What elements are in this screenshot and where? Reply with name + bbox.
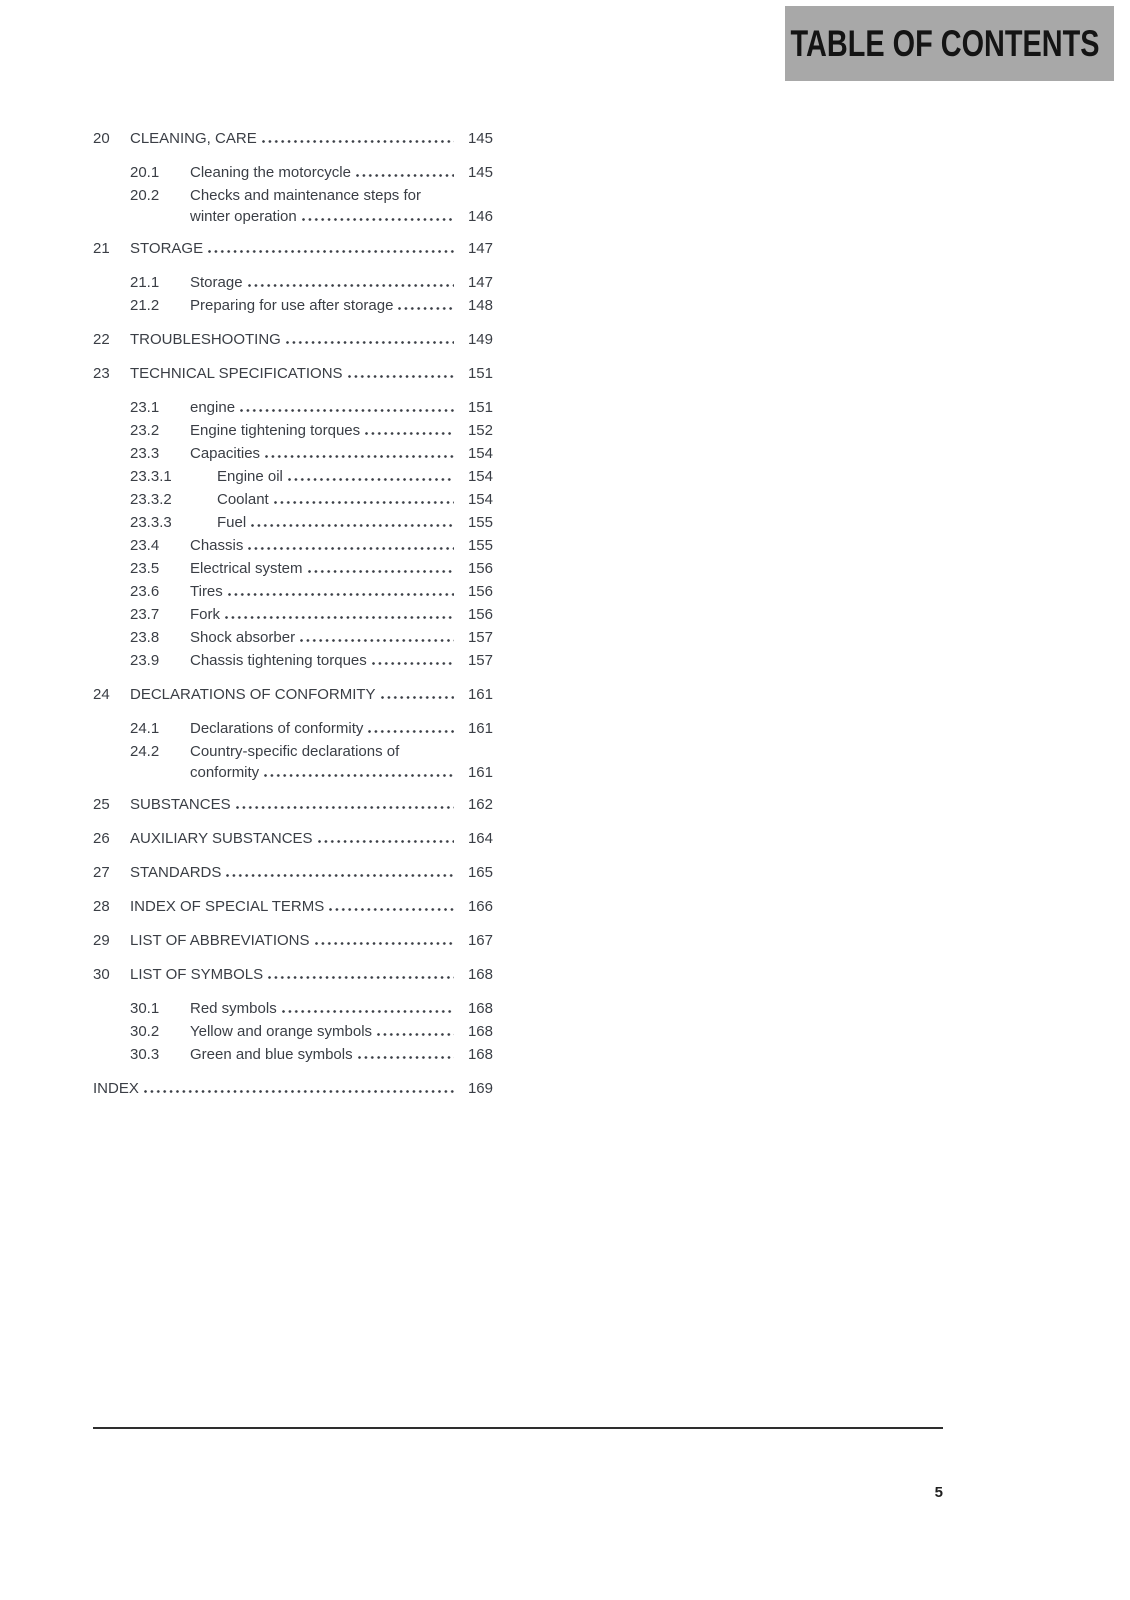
toc-entry-title: Declarations of conformity [190,720,364,737]
toc-entry-line [93,207,493,226]
toc-entry-number: 24.2 [130,743,160,760]
toc-entry-title: Fork [190,606,220,623]
toc-entry-page-number: 168 [467,966,493,983]
toc-entry-line [93,557,493,580]
toc-entry-line [93,793,493,816]
toc-entry-title: LIST OF SYMBOLS [130,966,264,983]
toc-entry-page-number: 164 [467,830,493,847]
toc-entry [93,271,493,294]
toc-entry-number: 23.4 [130,537,160,554]
page-title: TABLE OF CONTENTS [790,22,1099,64]
toc-entry-number: 22 [93,331,110,348]
toc-entry-title: Fuel [217,514,247,531]
toc-entry-line [93,237,493,260]
toc-entry-number: 24 [93,686,110,703]
toc-entry-title: Country-specific declarations of [190,743,400,760]
toc-entry-line [93,362,493,385]
toc-entry-number: 21.1 [130,274,160,291]
toc-entry-title: INDEX OF SPECIAL TERMS [130,898,325,915]
toc-entry [93,1077,493,1100]
toc-entry-page-number: 146 [467,208,493,225]
toc-entry-page-number: 157 [467,652,493,669]
toc-entry-number: 23.9 [130,652,160,669]
toc-entry-title: STANDARDS [130,864,222,881]
toc-entry-number: 23.3 [130,445,160,462]
toc-leader-dots [300,639,454,642]
toc-entry-page-number: 161 [467,686,493,703]
toc-leader-dots [264,774,454,777]
toc-entry-line [93,763,493,782]
toc-leader-dots [251,524,454,527]
toc-leader-dots [248,547,454,550]
toc-entry-number: 23.5 [130,560,160,577]
toc-leader-dots [308,570,454,573]
toc-leader-dots [225,616,454,619]
toc-entry-page-number: 165 [467,864,493,881]
toc-entry-number: 30.2 [130,1023,160,1040]
toc-entry-page-number: 161 [467,764,493,781]
toc-entry [93,793,493,816]
toc-entry [93,442,493,465]
toc-entry-line [93,396,493,419]
toc-entry-title: Red symbols [190,1000,277,1017]
toc-entry-page-number: 147 [467,274,493,291]
toc-entry-line [93,488,493,511]
toc-leader-dots [318,840,454,843]
toc-entry-number: 23.3.3 [130,514,172,531]
toc-entry-line [93,827,493,850]
toc-entry-number: 21 [93,240,110,257]
toc-entry-page-number: 154 [467,491,493,508]
toc-leader-dots [240,409,454,412]
toc-leader-dots [262,140,454,143]
toc-leader-dots [144,1090,454,1093]
toc-entry [93,649,493,672]
toc-entry-number: 23.7 [130,606,160,623]
toc-leader-dots [315,942,455,945]
toc-entry [93,740,493,782]
toc-entry-line [93,419,493,442]
toc-entry-title: Capacities [190,445,261,462]
toc-entry-page-number: 167 [467,932,493,949]
toc-entry [93,603,493,626]
toc-entry-page-number: 157 [467,629,493,646]
toc-entry-line [93,717,493,740]
toc-entry-line [93,895,493,918]
toc-entry-page-number: 151 [467,365,493,382]
toc-entry-page-number: 162 [467,796,493,813]
table-of-contents [93,127,493,1100]
toc-entry-line [93,442,493,465]
toc-entry [93,997,493,1020]
toc-entry-number: 23.3.2 [130,491,172,508]
toc-leader-dots [356,174,454,177]
toc-entry-title: Shock absorber [190,629,296,646]
toc-entry-number: 23.2 [130,422,160,439]
toc-entry-number: 30.1 [130,1000,160,1017]
toc-entry-number: 29 [93,932,110,949]
toc-entry-title: Yellow and orange symbols [190,1023,373,1040]
toc-leader-dots [248,284,454,287]
toc-entry [93,929,493,952]
toc-leader-dots [265,455,454,458]
toc-entry-number: 25 [93,796,110,813]
toc-entry-number: 30 [93,966,110,983]
toc-entry-title: engine [190,399,236,416]
toc-entry-line [93,649,493,672]
toc-entry [93,419,493,442]
toc-entry-title: Green and blue symbols [190,1046,353,1063]
toc-entry-title: Tires [190,583,223,600]
toc-entry-number: 23.3.1 [130,468,172,485]
toc-leader-dots [286,341,454,344]
toc-entry-number: 21.2 [130,297,160,314]
toc-entry [93,511,493,534]
toc-entry-page-number: 152 [467,422,493,439]
toc-entry-page-number: 151 [467,399,493,416]
toc-entry-page-number: 168 [467,1023,493,1040]
toc-entry [93,396,493,419]
toc-entry-line [93,328,493,351]
toc-entry [93,534,493,557]
toc-entry-title: Preparing for use after storage [190,297,394,314]
toc-entry [93,161,493,184]
toc-entry-title: Engine oil [217,468,283,485]
toc-entry-line [93,294,493,317]
toc-leader-dots [288,478,454,481]
toc-leader-dots [236,806,454,809]
toc-entry-page-number: 156 [467,606,493,623]
toc-entry [93,626,493,649]
toc-entry-title: Chassis [190,537,244,554]
toc-entry-title: Coolant [217,491,269,508]
toc-entry [93,465,493,488]
toc-entry [93,127,493,150]
toc-leader-dots [274,501,454,504]
toc-entry-number: 20 [93,130,110,147]
toc-entry-line [93,184,493,207]
toc-leader-dots [302,218,454,221]
toc-leader-dots [226,874,454,877]
toc-entry [93,963,493,986]
footer-page-number: 5 [934,1484,943,1501]
toc-entry-page-number: 169 [467,1080,493,1097]
toc-entry-line [93,127,493,150]
toc-entry [93,557,493,580]
toc-entry-page-number: 155 [467,514,493,531]
toc-entry-title: TROUBLESHOOTING [130,331,281,348]
toc-entry-page-number: 168 [467,1000,493,1017]
toc-entry-number: 30.3 [130,1046,160,1063]
toc-entry-line [93,740,493,763]
toc-entry-page-number: 147 [467,240,493,257]
toc-entry-page-number: 168 [467,1046,493,1063]
toc-entry-page-number: 166 [467,898,493,915]
toc-entry-title: Engine tightening torques [190,422,361,439]
toc-entry-page-number: 154 [467,468,493,485]
toc-entry-title: Storage [190,274,243,291]
toc-leader-dots [268,976,454,979]
toc-leader-dots [282,1010,454,1013]
toc-entry [93,1043,493,1066]
toc-leader-dots [368,730,454,733]
toc-entry-title: INDEX [93,1080,139,1097]
toc-entry-title: SUBSTANCES [130,796,231,813]
toc-entry-line [93,1043,493,1066]
toc-entry-line [93,534,493,557]
toc-entry-page-number: 148 [467,297,493,314]
toc-entry [93,362,493,385]
toc-leader-dots [228,593,454,596]
toc-entry [93,717,493,740]
toc-entry-line [93,963,493,986]
toc-entry-line [93,861,493,884]
toc-entry-page-number: 154 [467,445,493,462]
toc-entry-number: 23 [93,365,110,382]
toc-entry-number: 23.6 [130,583,160,600]
toc-entry-line [93,511,493,534]
toc-entry-title: conformity [190,764,260,781]
toc-entry-line [93,271,493,294]
toc-entry-page-number: 149 [467,331,493,348]
toc-entry [93,827,493,850]
toc-leader-dots [398,307,454,310]
toc-leader-dots [348,375,454,378]
toc-leader-dots [365,432,454,435]
toc-leader-dots [381,696,454,699]
toc-entry-page-number: 145 [467,164,493,181]
toc-entry-line [93,626,493,649]
toc-entry [93,1020,493,1043]
toc-entry-title: Cleaning the motorcycle [190,164,351,181]
toc-entry [93,488,493,511]
toc-entry-line [93,465,493,488]
toc-entry [93,683,493,706]
toc-entry [93,580,493,603]
footer-divider-line [93,1427,943,1429]
toc-entry-line [93,929,493,952]
toc-entry-page-number: 155 [467,537,493,554]
toc-entry-title: AUXILIARY SUBSTANCES [130,830,313,847]
toc-entry-title: TECHNICAL SPECIFICATIONS [130,365,343,382]
toc-entry-title: Chassis tightening torques [190,652,367,669]
toc-entry [93,184,493,226]
page-header-banner [785,6,1114,81]
toc-leader-dots [329,908,454,911]
toc-entry-title: DECLARATIONS OF CONFORMITY [130,686,376,703]
toc-entry-line [93,997,493,1020]
toc-entry-line [93,603,493,626]
toc-entry-title: winter operation [190,208,297,225]
toc-entry [93,237,493,260]
toc-entry-number: 24.1 [130,720,160,737]
toc-entry-line [93,1077,493,1100]
toc-entry-page-number: 145 [467,130,493,147]
toc-entry-page-number: 156 [467,583,493,600]
toc-entry-title: LIST OF ABBREVIATIONS [130,932,310,949]
toc-leader-dots [208,250,454,253]
toc-entry-number: 20.2 [130,187,160,204]
toc-entry-page-number: 161 [467,720,493,737]
toc-entry [93,861,493,884]
toc-entry-number: 28 [93,898,110,915]
toc-entry [93,895,493,918]
toc-entry-line [93,161,493,184]
toc-entry [93,328,493,351]
toc-entry-title: Checks and maintenance steps for [190,187,421,204]
toc-entry-title: CLEANING, CARE [130,130,257,147]
toc-entry-title: STORAGE [130,240,204,257]
toc-entry-page-number: 156 [467,560,493,577]
toc-leader-dots [372,662,454,665]
toc-leader-dots [358,1056,454,1059]
toc-entry-number: 23.8 [130,629,160,646]
toc-entry-line [93,580,493,603]
toc-leader-dots [377,1033,454,1036]
toc-entry-line [93,1020,493,1043]
toc-entry [93,294,493,317]
toc-entry-number: 23.1 [130,399,160,416]
toc-entry-number: 20.1 [130,164,160,181]
toc-entry-title: Electrical system [190,560,303,577]
toc-entry-number: 26 [93,830,110,847]
toc-entry-number: 27 [93,864,110,881]
toc-entry-line [93,683,493,706]
